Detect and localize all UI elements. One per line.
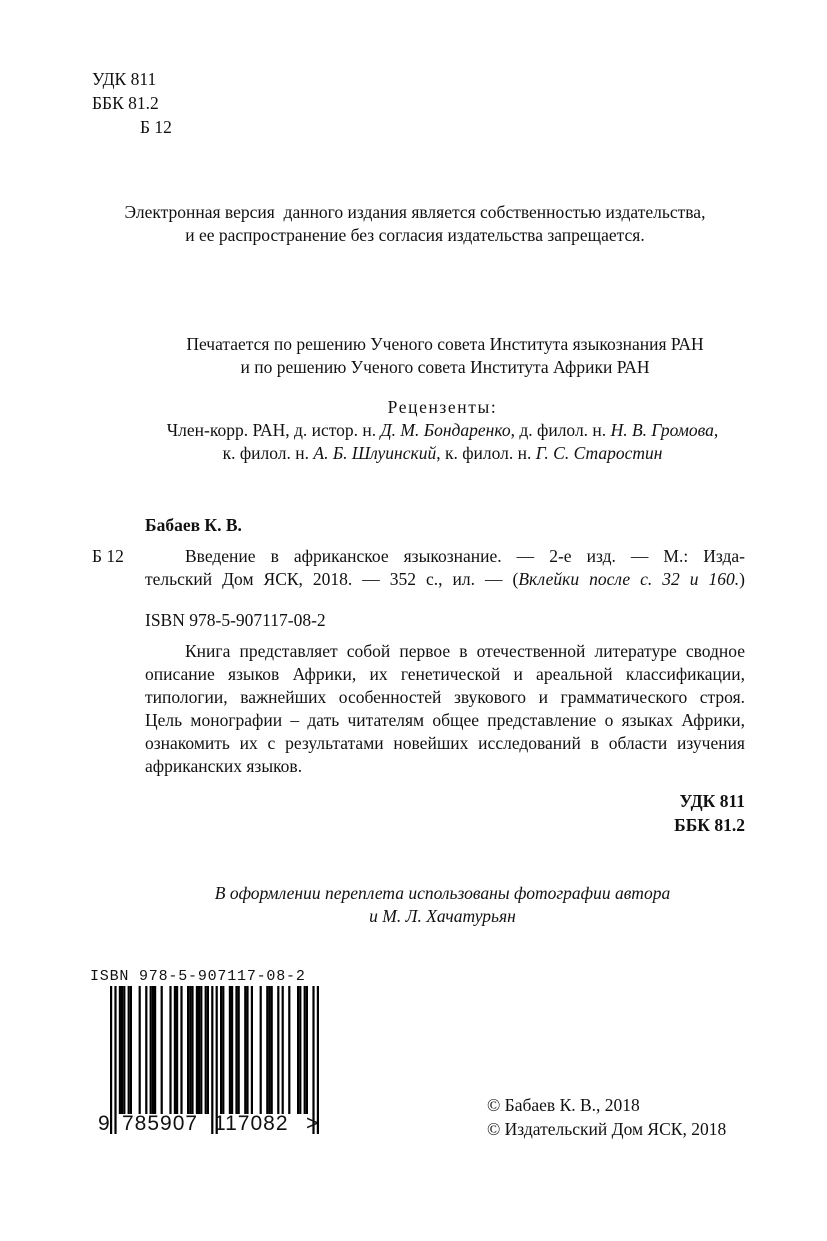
author-sign: Б 12 (140, 117, 172, 137)
barcode-bar (154, 986, 156, 1114)
abstract-line-4: Цель монографии – дать читателям общее представление о языках Африки, (145, 710, 745, 730)
abstract-line-3: типологии, важнейших особенностей звукового и грамматического строя. (145, 687, 745, 707)
barcode-bar (222, 986, 224, 1114)
abstract-line-5: ознакомить их с результатами новейших исследований в области изучения (145, 733, 745, 753)
copyright-notice (70, 201, 760, 247)
cover-note-line-1: В оформлении переплета использованы фотографии автора (214, 883, 671, 903)
barcode-bar (169, 986, 171, 1114)
classification-codes-bottom (674, 790, 745, 838)
barcode-bar (176, 986, 178, 1114)
barcode-bar (198, 986, 200, 1114)
barcode-bar (238, 986, 240, 1114)
reviewers-block (110, 396, 775, 465)
barcode-bar (297, 986, 299, 1114)
approval-line-2: и по решению Ученого совета Института Африки РАН (240, 357, 650, 377)
abstract (145, 640, 745, 778)
barcode-bar (220, 986, 222, 1114)
barcode-bar (123, 986, 125, 1114)
barcode-bar (231, 986, 233, 1114)
copyright-publisher: © Издательский Дом ЯСК, 2018 (487, 1119, 727, 1139)
reviewer-1-name: Д. М. Бондаренко (380, 420, 511, 440)
barcode-bar (187, 986, 189, 1114)
barcode-bar (128, 986, 130, 1114)
cover-photo-note (110, 882, 775, 928)
barcode-bar (244, 986, 246, 1114)
reviewer-3-title: к. филол. н. (222, 443, 314, 463)
barcode-bar (304, 986, 306, 1114)
barcode-bar (145, 986, 147, 1114)
udk-code: УДК 811 (92, 69, 157, 89)
barcode-bar (196, 986, 198, 1114)
barcode-bar (161, 986, 163, 1114)
barcode-bar (139, 986, 141, 1114)
barcode-bar (189, 986, 191, 1114)
catalog-title-line: Введение в африканское языкознание. — 2-е изд. — М.: Изда- (185, 546, 745, 566)
reviewer-1-title: Член-корр. РАН, д. истор. н. (166, 420, 381, 440)
udk-code-bottom: УДК 811 (679, 791, 745, 811)
barcode-bar (251, 986, 253, 1114)
reviewers-line-1 (110, 419, 775, 442)
barcode-bar (268, 986, 270, 1114)
barcode-bar (200, 986, 202, 1114)
approval-line-1: Печатается по решению Ученого совета Института языкознания РАН (186, 334, 704, 354)
cover-note-line-2: и М. Л. Хачатурьян (369, 906, 516, 926)
barcode-bar (306, 986, 308, 1114)
barcode-bar (152, 986, 154, 1114)
barcode-bar (191, 986, 193, 1114)
copyright-block (487, 1094, 726, 1142)
barcode-bar (130, 986, 132, 1114)
barcode-group-1: 785907 (122, 1112, 199, 1135)
catalog-inserts-note: Вклейки после с. 32 и 160. (518, 569, 740, 589)
barcode-bar (119, 986, 121, 1114)
catalog-publisher-text: тельский Дом ЯСК, 2018. — 352 с., ил. — ( (145, 569, 519, 589)
barcode-bar (229, 986, 231, 1114)
barcode-group-2: 117082 (214, 1112, 289, 1135)
barcode-bar (114, 986, 116, 1134)
barcode-bar (174, 986, 176, 1114)
barcode-bar (271, 986, 273, 1114)
abstract-line-6: африканских языков. (145, 756, 303, 776)
copyright-author: © Бабаев К. В., 2018 (487, 1095, 640, 1115)
barcode-bar (110, 986, 112, 1134)
reviewer-4-title: , к. филол. н. (436, 443, 536, 463)
reviewer-2-title: , д. филол. н. (510, 420, 611, 440)
barcode-bar (180, 986, 182, 1114)
reviewers-line-1-end: , (713, 420, 719, 440)
barcode-first-digit: 9 (98, 1112, 110, 1135)
catalog-isbn: ISBN 978-5-907117-08-2 (145, 610, 326, 630)
reviewer-4-name: Г. С. Старостин (535, 443, 663, 463)
catalog-publisher-line (145, 568, 745, 591)
barcode-bar (205, 986, 207, 1114)
notice-line-2: и ее распространение без согласия издательства запрещается. (185, 225, 645, 245)
catalog-sign: Б 12 (92, 546, 124, 566)
barcode-bar (150, 986, 152, 1114)
catalog-author: Бабаев К. В. (145, 515, 242, 535)
barcode-bar (277, 986, 279, 1114)
barcode-arrow: > (306, 1112, 319, 1135)
barcode-bar (207, 986, 209, 1114)
reviewer-2-name: Н. В. Громова (610, 420, 714, 440)
barcode-bar (121, 986, 123, 1114)
reviewers-line-2 (110, 442, 775, 465)
classification-codes-top (92, 68, 172, 140)
bbk-code-bottom: ББК 81.2 (674, 815, 745, 835)
approval-statement (140, 333, 750, 379)
barcode-bar (299, 986, 301, 1114)
isbn-barcode (90, 968, 320, 1138)
catalog-close-paren: ) (739, 569, 745, 589)
barcode-bar (266, 986, 268, 1114)
notice-line-1: Электронная версия данного издания является собственностью издательства, (124, 202, 706, 222)
reviewer-3-name: А. Б. Шлуинский (313, 443, 437, 463)
barcode-bar (282, 986, 284, 1114)
abstract-line-2: описание языков Африки, их генетической и ареальной классификации, (145, 664, 745, 684)
abstract-line-1: Книга представляет собой первое в отечественной литературе сводное (185, 641, 745, 661)
reviewers-heading: Рецензенты: (387, 397, 498, 417)
barcode-bar (235, 986, 237, 1114)
barcode-bar (288, 986, 290, 1114)
barcode-bar (260, 986, 262, 1114)
bbk-code: ББК 81.2 (92, 93, 159, 113)
barcode-isbn-text: ISBN 978-5-907117-08-2 (90, 968, 306, 985)
barcode-bar (246, 986, 248, 1114)
